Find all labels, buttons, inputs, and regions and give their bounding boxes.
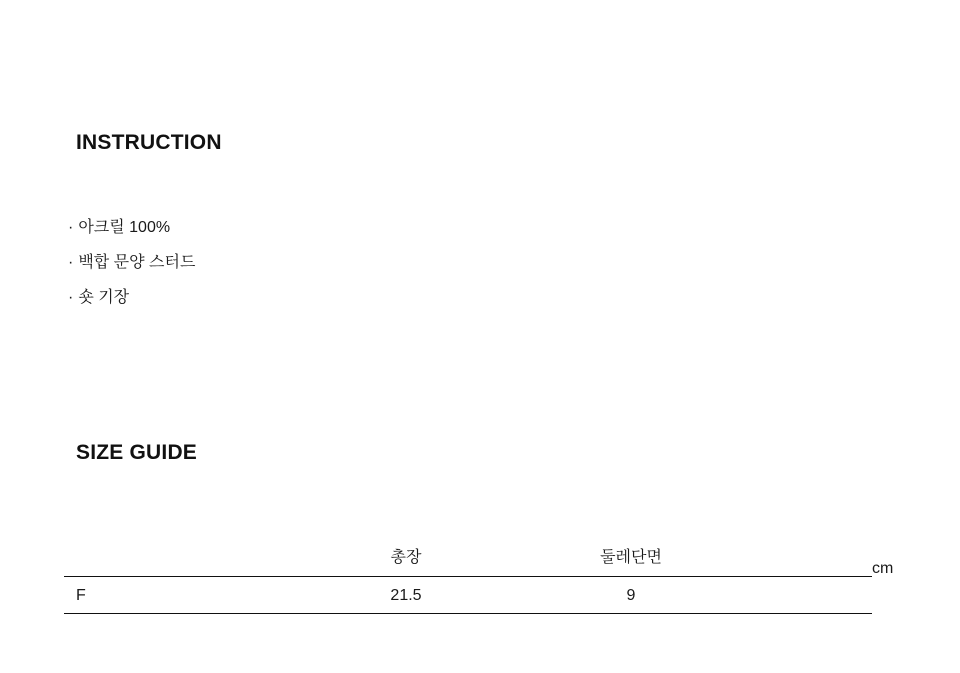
size-guide-table-wrap <box>64 538 860 614</box>
list-item <box>68 210 195 245</box>
table-row <box>64 577 872 614</box>
instruction-item-text: 숏 기장 <box>78 289 130 306</box>
size-guide-table <box>64 538 872 614</box>
column-header-length: 총장 <box>296 538 516 577</box>
table-header <box>64 538 872 577</box>
cell-length: 21.5 <box>296 577 516 614</box>
cell-spacer <box>746 577 872 614</box>
cell-width: 9 <box>516 577 746 614</box>
column-header-width: 둘레단면 <box>516 538 746 577</box>
size-guide-section-title: SIZE GUIDE <box>76 441 198 465</box>
list-item <box>68 245 195 280</box>
instruction-item-text: 백합 문양 스터드 <box>78 254 196 271</box>
list-item <box>68 280 195 315</box>
table-header-row <box>64 538 872 577</box>
column-header-spacer <box>746 538 872 577</box>
bullet-icon: · <box>68 219 74 236</box>
cell-size: F <box>64 577 296 614</box>
unit-label: cm <box>872 560 894 577</box>
bullet-icon: · <box>68 289 74 306</box>
instruction-section-title: INSTRUCTION <box>76 131 222 155</box>
instruction-item-text: 아크릴 100% <box>78 219 171 236</box>
table-body <box>64 577 872 614</box>
bullet-icon: · <box>68 254 74 271</box>
instruction-list <box>68 210 195 315</box>
column-header-size <box>64 538 296 577</box>
